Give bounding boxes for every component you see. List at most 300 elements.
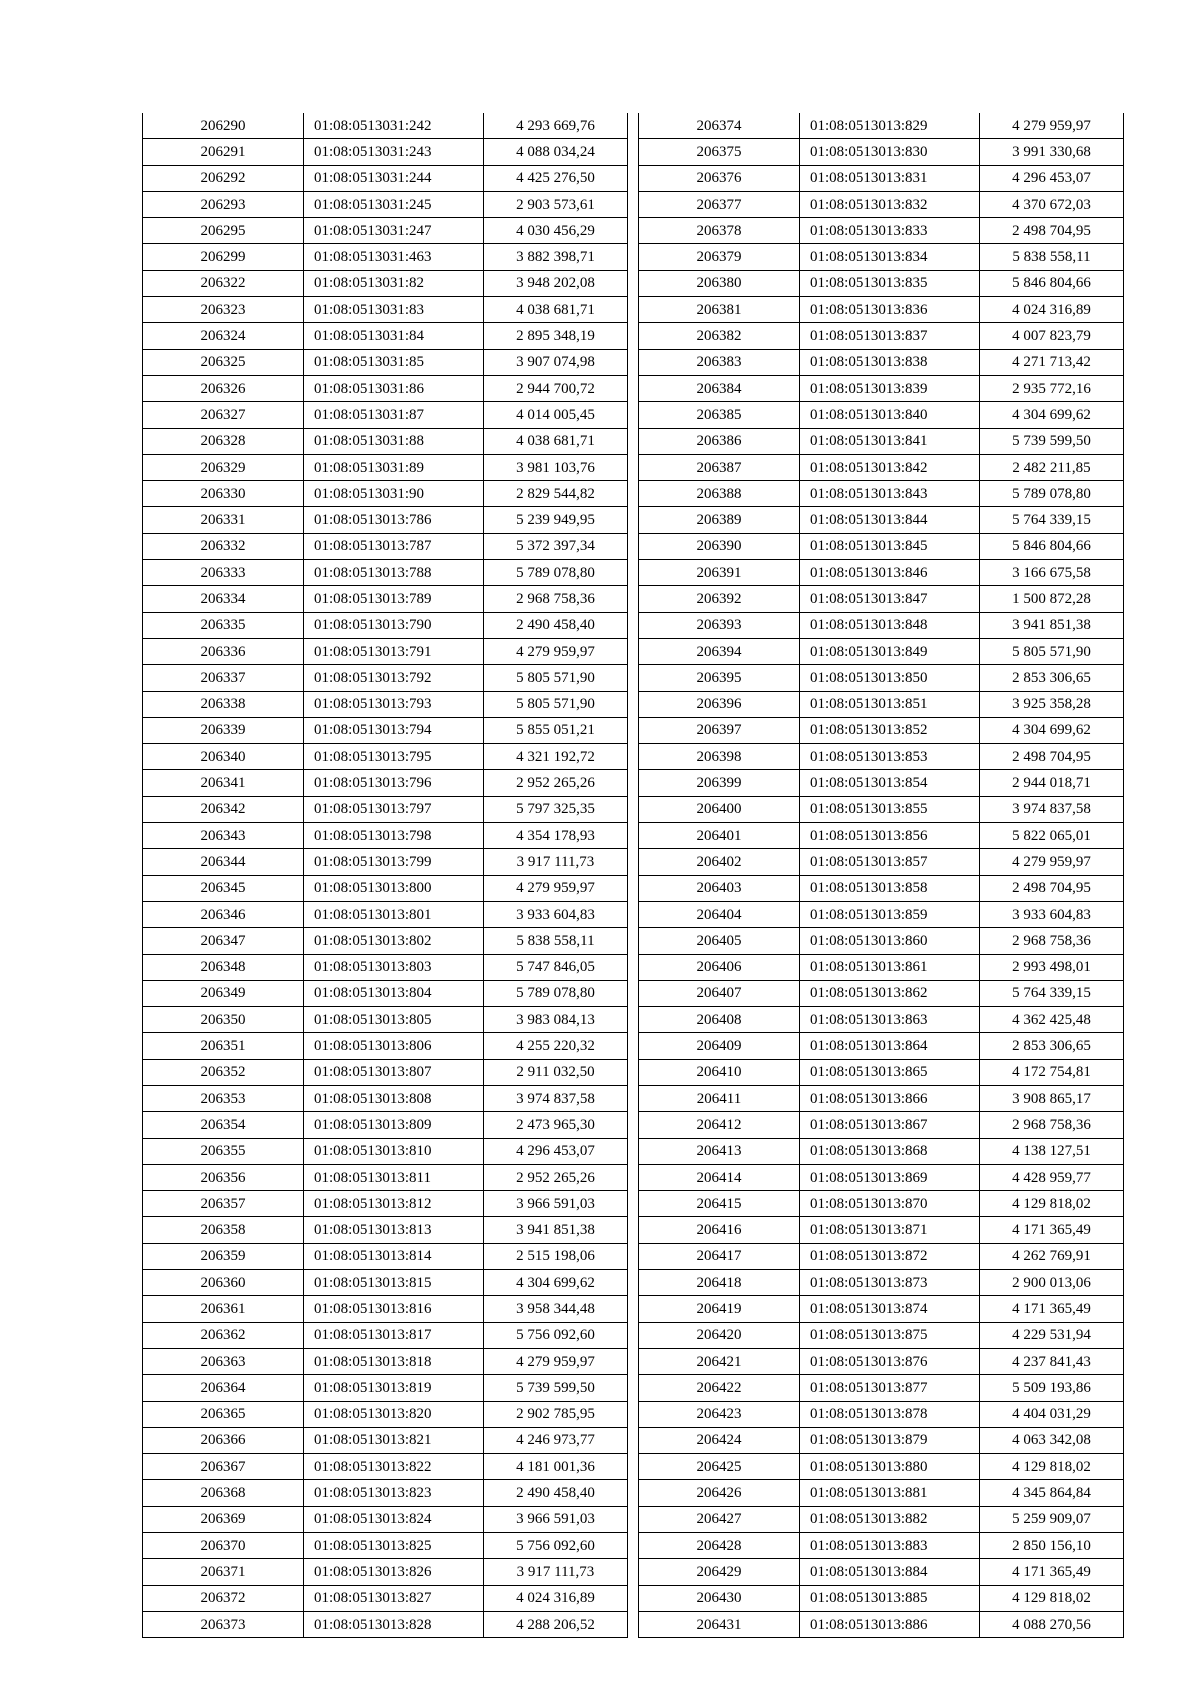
cadastral-number: 01:08:0513013:876 <box>800 1348 980 1374</box>
cadastral-value: 4 370 672,03 <box>980 191 1124 217</box>
cadastral-value: 4 279 959,97 <box>980 849 1124 875</box>
cadastral-number: 01:08:0513013:861 <box>800 954 980 980</box>
table-row <box>639 1348 1124 1374</box>
table-row <box>639 1454 1124 1480</box>
cadastral-value: 4 014 005,45 <box>484 402 628 428</box>
cadastral-value: 2 968 758,36 <box>980 928 1124 954</box>
cadastral-number: 01:08:0513013:841 <box>800 428 980 454</box>
cadastral-number: 01:08:0513013:834 <box>800 244 980 270</box>
table-row <box>143 402 628 428</box>
row-number: 206375 <box>639 139 800 165</box>
cadastral-number: 01:08:0513013:821 <box>304 1427 484 1453</box>
cadastral-value: 4 354 178,93 <box>484 823 628 849</box>
cadastral-value: 4 296 453,07 <box>484 1138 628 1164</box>
row-number: 206384 <box>639 375 800 401</box>
row-number: 206406 <box>639 954 800 980</box>
cadastral-value: 5 509 193,86 <box>980 1375 1124 1401</box>
table-row <box>639 980 1124 1006</box>
cadastral-value: 5 805 571,90 <box>980 638 1124 664</box>
cadastral-value: 4 304 699,62 <box>980 717 1124 743</box>
row-number: 206323 <box>143 297 304 323</box>
cadastral-number: 01:08:0513013:813 <box>304 1217 484 1243</box>
cadastral-number: 01:08:0513013:880 <box>800 1454 980 1480</box>
row-number: 206413 <box>639 1138 800 1164</box>
cadastral-value: 5 372 397,34 <box>484 533 628 559</box>
right-table <box>638 113 1124 1638</box>
table-row <box>639 1375 1124 1401</box>
row-number: 206291 <box>143 139 304 165</box>
row-number: 206359 <box>143 1243 304 1269</box>
cadastral-value: 5 805 571,90 <box>484 691 628 717</box>
table-row <box>143 1401 628 1427</box>
row-number: 206366 <box>143 1427 304 1453</box>
cadastral-number: 01:08:0513013:803 <box>304 954 484 980</box>
row-number: 206405 <box>639 928 800 954</box>
row-number: 206428 <box>639 1533 800 1559</box>
cadastral-number: 01:08:0513013:792 <box>304 665 484 691</box>
cadastral-value: 4 229 531,94 <box>980 1322 1124 1348</box>
cadastral-value: 4 362 425,48 <box>980 1007 1124 1033</box>
table-row <box>639 1270 1124 1296</box>
cadastral-number: 01:08:0513013:829 <box>800 113 980 139</box>
cadastral-value: 5 797 325,35 <box>484 796 628 822</box>
cadastral-number: 01:08:0513013:851 <box>800 691 980 717</box>
table-row <box>143 744 628 770</box>
row-number: 206290 <box>143 113 304 139</box>
cadastral-number: 01:08:0513013:856 <box>800 823 980 849</box>
table-row <box>143 533 628 559</box>
table-row <box>143 270 628 296</box>
table-row <box>639 638 1124 664</box>
row-number: 206391 <box>639 560 800 586</box>
cadastral-number: 01:08:0513013:795 <box>304 744 484 770</box>
cadastral-number: 01:08:0513013:791 <box>304 638 484 664</box>
table-row <box>639 402 1124 428</box>
row-number: 206363 <box>143 1348 304 1374</box>
cadastral-value: 4 428 959,77 <box>980 1164 1124 1190</box>
row-number: 206324 <box>143 323 304 349</box>
cadastral-value: 4 129 818,02 <box>980 1585 1124 1611</box>
row-number: 206355 <box>143 1138 304 1164</box>
cadastral-value: 5 259 909,07 <box>980 1506 1124 1532</box>
table-row <box>639 139 1124 165</box>
cadastral-value: 2 944 018,71 <box>980 770 1124 796</box>
table-row <box>143 428 628 454</box>
cadastral-number: 01:08:0513013:862 <box>800 980 980 1006</box>
cadastral-number: 01:08:0513013:853 <box>800 744 980 770</box>
table-row <box>143 375 628 401</box>
cadastral-value: 2 952 265,26 <box>484 1164 628 1190</box>
row-number: 206416 <box>639 1217 800 1243</box>
cadastral-number: 01:08:0513013:845 <box>800 533 980 559</box>
cadastral-number: 01:08:0513013:789 <box>304 586 484 612</box>
cadastral-value: 5 764 339,15 <box>980 980 1124 1006</box>
table-row <box>639 1059 1124 1085</box>
cadastral-number: 01:08:0513013:844 <box>800 507 980 533</box>
row-number: 206389 <box>639 507 800 533</box>
row-number: 206353 <box>143 1085 304 1111</box>
row-number: 206420 <box>639 1322 800 1348</box>
cadastral-number: 01:08:0513013:786 <box>304 507 484 533</box>
cadastral-value: 2 900 013,06 <box>980 1270 1124 1296</box>
table-row <box>639 481 1124 507</box>
cadastral-value: 4 246 973,77 <box>484 1427 628 1453</box>
cadastral-value: 3 166 675,58 <box>980 560 1124 586</box>
row-number: 206431 <box>639 1611 800 1637</box>
cadastral-number: 01:08:0513013:819 <box>304 1375 484 1401</box>
table-row <box>143 823 628 849</box>
table-row <box>143 1348 628 1374</box>
cadastral-number: 01:08:0513013:805 <box>304 1007 484 1033</box>
cadastral-value: 2 850 156,10 <box>980 1533 1124 1559</box>
row-number: 206429 <box>639 1559 800 1585</box>
cadastral-number: 01:08:0513013:877 <box>800 1375 980 1401</box>
table-row <box>143 1533 628 1559</box>
table-row <box>143 1112 628 1138</box>
cadastral-value: 4 296 453,07 <box>980 165 1124 191</box>
row-number: 206333 <box>143 560 304 586</box>
row-number: 206409 <box>639 1033 800 1059</box>
table-row <box>143 1243 628 1269</box>
cadastral-value: 4 288 206,52 <box>484 1611 628 1637</box>
table-row <box>143 218 628 244</box>
row-number: 206423 <box>639 1401 800 1427</box>
table-row <box>143 1506 628 1532</box>
row-number: 206293 <box>143 191 304 217</box>
table-row <box>143 1270 628 1296</box>
cadastral-number: 01:08:0513013:857 <box>800 849 980 875</box>
table-row <box>143 454 628 480</box>
cadastral-value: 4 304 699,62 <box>484 1270 628 1296</box>
cadastral-number: 01:08:0513013:872 <box>800 1243 980 1269</box>
cadastral-number: 01:08:0513013:815 <box>304 1270 484 1296</box>
cadastral-value: 2 853 306,65 <box>980 1033 1124 1059</box>
row-number: 206368 <box>143 1480 304 1506</box>
cadastral-number: 01:08:0513013:833 <box>800 218 980 244</box>
row-number: 206407 <box>639 980 800 1006</box>
table-row <box>143 1480 628 1506</box>
row-number: 206340 <box>143 744 304 770</box>
row-number: 206292 <box>143 165 304 191</box>
row-number: 206376 <box>639 165 800 191</box>
row-number: 206426 <box>639 1480 800 1506</box>
cadastral-value: 2 993 498,01 <box>980 954 1124 980</box>
cadastral-number: 01:08:0513013:875 <box>800 1322 980 1348</box>
row-number: 206362 <box>143 1322 304 1348</box>
cadastral-number: 01:08:0513013:816 <box>304 1296 484 1322</box>
cadastral-value: 3 907 074,98 <box>484 349 628 375</box>
table-row <box>143 1375 628 1401</box>
table-row <box>143 1138 628 1164</box>
table-row <box>639 717 1124 743</box>
row-number: 206388 <box>639 481 800 507</box>
table-row <box>639 454 1124 480</box>
row-number: 206400 <box>639 796 800 822</box>
cadastral-value: 2 498 704,95 <box>980 744 1124 770</box>
row-number: 206295 <box>143 218 304 244</box>
cadastral-value: 5 739 599,50 <box>484 1375 628 1401</box>
table-row <box>639 1427 1124 1453</box>
cadastral-value: 4 088 270,56 <box>980 1611 1124 1637</box>
cadastral-number: 01:08:0513013:810 <box>304 1138 484 1164</box>
row-number: 206393 <box>639 612 800 638</box>
cadastral-number: 01:08:0513013:866 <box>800 1085 980 1111</box>
cadastral-number: 01:08:0513013:835 <box>800 270 980 296</box>
cadastral-number: 01:08:0513013:818 <box>304 1348 484 1374</box>
cadastral-number: 01:08:0513013:839 <box>800 375 980 401</box>
cadastral-number: 01:08:0513013:855 <box>800 796 980 822</box>
cadastral-number: 01:08:0513013:864 <box>800 1033 980 1059</box>
cadastral-value: 5 756 092,60 <box>484 1533 628 1559</box>
left-table <box>142 113 628 1638</box>
table-row <box>639 1533 1124 1559</box>
table-row <box>639 1243 1124 1269</box>
cadastral-number: 01:08:0513013:807 <box>304 1059 484 1085</box>
table-row <box>143 665 628 691</box>
cadastral-value: 4 030 456,29 <box>484 218 628 244</box>
cadastral-value: 2 935 772,16 <box>980 375 1124 401</box>
cadastral-value: 4 024 316,89 <box>484 1585 628 1611</box>
table-row <box>639 560 1124 586</box>
cadastral-number: 01:08:0513013:790 <box>304 612 484 638</box>
table-row <box>639 875 1124 901</box>
cadastral-value: 4 038 681,71 <box>484 297 628 323</box>
cadastral-number: 01:08:0513013:858 <box>800 875 980 901</box>
cadastral-value: 5 805 571,90 <box>484 665 628 691</box>
cadastral-value: 4 304 699,62 <box>980 402 1124 428</box>
cadastral-number: 01:08:0513013:847 <box>800 586 980 612</box>
table-row <box>639 297 1124 323</box>
table-row <box>639 533 1124 559</box>
cadastral-number: 01:08:0513013:799 <box>304 849 484 875</box>
table-row <box>639 507 1124 533</box>
row-number: 206327 <box>143 402 304 428</box>
row-number: 206325 <box>143 349 304 375</box>
cadastral-number: 01:08:0513013:838 <box>800 349 980 375</box>
table-row <box>639 165 1124 191</box>
cadastral-number: 01:08:0513013:868 <box>800 1138 980 1164</box>
table-row <box>639 270 1124 296</box>
cadastral-number: 01:08:0513013:886 <box>800 1611 980 1637</box>
table-row <box>639 1506 1124 1532</box>
cadastral-number: 01:08:0513031:83 <box>304 297 484 323</box>
row-number: 206371 <box>143 1559 304 1585</box>
cadastral-value: 4 321 192,72 <box>484 744 628 770</box>
cadastral-value: 4 345 864,84 <box>980 1480 1124 1506</box>
table-row <box>143 1164 628 1190</box>
row-number: 206352 <box>143 1059 304 1085</box>
table-row <box>639 1559 1124 1585</box>
cadastral-number: 01:08:0513013:802 <box>304 928 484 954</box>
cadastral-number: 01:08:0513013:811 <box>304 1164 484 1190</box>
cadastral-value: 2 482 211,85 <box>980 454 1124 480</box>
cadastral-number: 01:08:0513013:881 <box>800 1480 980 1506</box>
cadastral-number: 01:08:0513013:884 <box>800 1559 980 1585</box>
table-row <box>143 113 628 139</box>
row-number: 206382 <box>639 323 800 349</box>
cadastral-value: 3 908 865,17 <box>980 1085 1124 1111</box>
table-row <box>143 1559 628 1585</box>
cadastral-value: 1 500 872,28 <box>980 586 1124 612</box>
table-row <box>639 744 1124 770</box>
cadastral-value: 3 882 398,71 <box>484 244 628 270</box>
cadastral-number: 01:08:0513013:823 <box>304 1480 484 1506</box>
row-number: 206392 <box>639 586 800 612</box>
cadastral-value: 3 958 344,48 <box>484 1296 628 1322</box>
row-number: 206370 <box>143 1533 304 1559</box>
cadastral-number: 01:08:0513013:831 <box>800 165 980 191</box>
table-row <box>143 1033 628 1059</box>
cadastral-value: 2 968 758,36 <box>980 1112 1124 1138</box>
table-row <box>639 1085 1124 1111</box>
table-row <box>143 901 628 927</box>
cadastral-number: 01:08:0513013:830 <box>800 139 980 165</box>
table-row <box>143 980 628 1006</box>
cadastral-value: 4 404 031,29 <box>980 1401 1124 1427</box>
cadastral-number: 01:08:0513013:871 <box>800 1217 980 1243</box>
row-number: 206351 <box>143 1033 304 1059</box>
table-row <box>143 297 628 323</box>
table-row <box>639 1164 1124 1190</box>
cadastral-value: 4 237 841,43 <box>980 1348 1124 1374</box>
table-row <box>143 1585 628 1611</box>
row-number: 206339 <box>143 717 304 743</box>
row-number: 206378 <box>639 218 800 244</box>
row-number: 206399 <box>639 770 800 796</box>
row-number: 206330 <box>143 481 304 507</box>
cadastral-number: 01:08:0513013:848 <box>800 612 980 638</box>
table-row <box>639 796 1124 822</box>
row-number: 206369 <box>143 1506 304 1532</box>
cadastral-value: 2 490 458,40 <box>484 612 628 638</box>
row-number: 206367 <box>143 1454 304 1480</box>
table-row <box>639 586 1124 612</box>
cadastral-value: 5 822 065,01 <box>980 823 1124 849</box>
row-number: 206344 <box>143 849 304 875</box>
table-row <box>143 1322 628 1348</box>
cadastral-number: 01:08:0513013:800 <box>304 875 484 901</box>
cadastral-value: 4 172 754,81 <box>980 1059 1124 1085</box>
row-number: 206299 <box>143 244 304 270</box>
table-row <box>143 1059 628 1085</box>
cadastral-number: 01:08:0513013:870 <box>800 1191 980 1217</box>
row-number: 206425 <box>639 1454 800 1480</box>
cadastral-value: 5 747 846,05 <box>484 954 628 980</box>
cadastral-value: 3 983 084,13 <box>484 1007 628 1033</box>
table-row <box>639 954 1124 980</box>
cadastral-value: 5 789 078,80 <box>484 560 628 586</box>
cadastral-value: 3 933 604,83 <box>980 901 1124 927</box>
cadastral-value: 4 279 959,97 <box>484 875 628 901</box>
cadastral-value: 4 063 342,08 <box>980 1427 1124 1453</box>
cadastral-number: 01:08:0513013:788 <box>304 560 484 586</box>
cadastral-value: 4 171 365,49 <box>980 1217 1124 1243</box>
row-number: 206349 <box>143 980 304 1006</box>
cadastral-value: 2 490 458,40 <box>484 1480 628 1506</box>
table-row <box>639 323 1124 349</box>
row-number: 206427 <box>639 1506 800 1532</box>
left-table-body <box>143 113 628 1638</box>
row-number: 206422 <box>639 1375 800 1401</box>
cadastral-value: 5 239 949,95 <box>484 507 628 533</box>
row-number: 206396 <box>639 691 800 717</box>
table-row <box>143 612 628 638</box>
cadastral-value: 3 933 604,83 <box>484 901 628 927</box>
row-number: 206381 <box>639 297 800 323</box>
table-row <box>143 507 628 533</box>
cadastral-value: 4 171 365,49 <box>980 1559 1124 1585</box>
cadastral-value: 3 981 103,76 <box>484 454 628 480</box>
row-number: 206350 <box>143 1007 304 1033</box>
table-row <box>143 1217 628 1243</box>
row-number: 206379 <box>639 244 800 270</box>
row-number: 206395 <box>639 665 800 691</box>
row-number: 206410 <box>639 1059 800 1085</box>
row-number: 206329 <box>143 454 304 480</box>
cadastral-number: 01:08:0513013:854 <box>800 770 980 796</box>
table-row <box>143 1454 628 1480</box>
table-row <box>639 1480 1124 1506</box>
table-row <box>639 1611 1124 1637</box>
cadastral-number: 01:08:0513013:796 <box>304 770 484 796</box>
table-row <box>143 849 628 875</box>
table-row <box>143 638 628 664</box>
table-row <box>143 1611 628 1637</box>
table-row <box>639 349 1124 375</box>
row-number: 206421 <box>639 1348 800 1374</box>
cadastral-value: 3 917 111,73 <box>484 1559 628 1585</box>
row-number: 206403 <box>639 875 800 901</box>
cadastral-value: 2 944 700,72 <box>484 375 628 401</box>
row-number: 206419 <box>639 1296 800 1322</box>
cadastral-number: 01:08:0513013:883 <box>800 1533 980 1559</box>
cadastral-value: 3 917 111,73 <box>484 849 628 875</box>
cadastral-number: 01:08:0513031:245 <box>304 191 484 217</box>
cadastral-number: 01:08:0513031:84 <box>304 323 484 349</box>
table-row <box>143 691 628 717</box>
cadastral-number: 01:08:0513031:88 <box>304 428 484 454</box>
cadastral-value: 4 024 316,89 <box>980 297 1124 323</box>
cadastral-value: 3 966 591,03 <box>484 1506 628 1532</box>
cadastral-number: 01:08:0513013:840 <box>800 402 980 428</box>
table-row <box>639 244 1124 270</box>
cadastral-value: 4 171 365,49 <box>980 1296 1124 1322</box>
table-row <box>639 1585 1124 1611</box>
cadastral-number: 01:08:0513013:806 <box>304 1033 484 1059</box>
table-row <box>143 1191 628 1217</box>
table-row <box>143 1007 628 1033</box>
cadastral-value: 3 966 591,03 <box>484 1191 628 1217</box>
row-number: 206430 <box>639 1585 800 1611</box>
row-number: 206424 <box>639 1427 800 1453</box>
row-number: 206386 <box>639 428 800 454</box>
cadastral-number: 01:08:0513013:885 <box>800 1585 980 1611</box>
cadastral-number: 01:08:0513013:797 <box>304 796 484 822</box>
cadastral-number: 01:08:0513013:865 <box>800 1059 980 1085</box>
row-number: 206401 <box>639 823 800 849</box>
cadastral-number: 01:08:0513013:817 <box>304 1322 484 1348</box>
cadastral-number: 01:08:0513013:794 <box>304 717 484 743</box>
cadastral-value: 4 138 127,51 <box>980 1138 1124 1164</box>
cadastral-number: 01:08:0513013:852 <box>800 717 980 743</box>
table-row <box>639 1401 1124 1427</box>
row-number: 206394 <box>639 638 800 664</box>
table-row <box>143 770 628 796</box>
row-number: 206335 <box>143 612 304 638</box>
cadastral-value: 5 764 339,15 <box>980 507 1124 533</box>
cadastral-number: 01:08:0513031:243 <box>304 139 484 165</box>
cadastral-number: 01:08:0513013:804 <box>304 980 484 1006</box>
